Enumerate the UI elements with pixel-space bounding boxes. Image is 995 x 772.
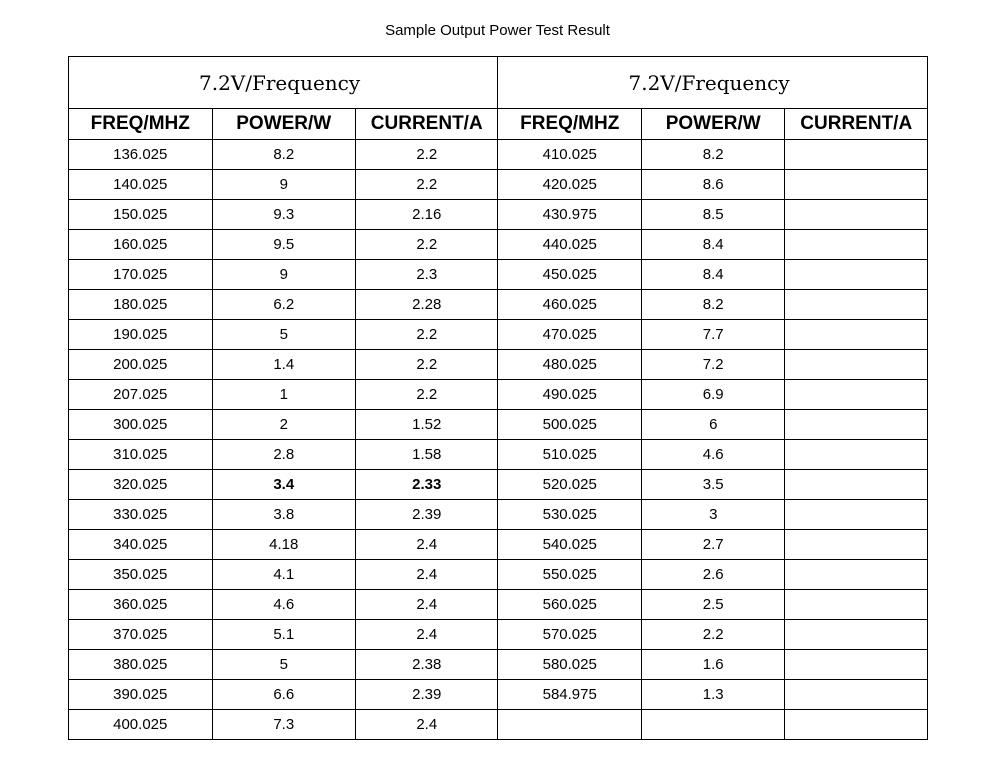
cell-current-2 bbox=[785, 590, 928, 620]
cell-power: 9.3 bbox=[212, 200, 356, 230]
cell-power-2: 8.6 bbox=[641, 170, 785, 200]
cell-power-2: 3 bbox=[641, 500, 785, 530]
cell-power-2: 1.6 bbox=[641, 650, 785, 680]
cell-freq-2 bbox=[498, 710, 642, 740]
cell-current-2 bbox=[785, 470, 928, 500]
cell-power-2: 2.5 bbox=[641, 590, 785, 620]
cell-power: 7.3 bbox=[212, 710, 356, 740]
cell-current-2 bbox=[785, 680, 928, 710]
cell-power-2: 8.5 bbox=[641, 200, 785, 230]
cell-freq-2: 520.025 bbox=[498, 470, 642, 500]
cell-power-2: 3.5 bbox=[641, 470, 785, 500]
cell-current-2 bbox=[785, 320, 928, 350]
cell-power: 6.2 bbox=[212, 290, 356, 320]
cell-freq: 140.025 bbox=[69, 170, 213, 200]
cell-current: 2.39 bbox=[356, 680, 498, 710]
cell-current: 2.2 bbox=[356, 380, 498, 410]
group-header-row bbox=[69, 57, 928, 109]
col-header-current: CURRENT/A bbox=[356, 109, 498, 140]
power-test-table bbox=[68, 56, 928, 740]
cell-current-2 bbox=[785, 560, 928, 590]
table-body bbox=[69, 140, 928, 740]
cell-current-2 bbox=[785, 620, 928, 650]
cell-current: 2.4 bbox=[356, 590, 498, 620]
col-header-freq: FREQ/MHZ bbox=[69, 109, 213, 140]
cell-freq: 310.025 bbox=[69, 440, 213, 470]
cell-freq-2: 470.025 bbox=[498, 320, 642, 350]
cell-current: 2.4 bbox=[356, 620, 498, 650]
page-title: Sample Output Power Test Result bbox=[385, 22, 610, 39]
cell-current: 2.28 bbox=[356, 290, 498, 320]
cell-current-2 bbox=[785, 290, 928, 320]
cell-freq: 136.025 bbox=[69, 140, 213, 170]
cell-power-2: 8.2 bbox=[641, 290, 785, 320]
cell-power: 9.5 bbox=[212, 230, 356, 260]
cell-freq: 380.025 bbox=[69, 650, 213, 680]
cell-freq-2: 530.025 bbox=[498, 500, 642, 530]
cell-freq: 200.025 bbox=[69, 350, 213, 380]
cell-current-2 bbox=[785, 170, 928, 200]
table-row bbox=[69, 260, 928, 290]
table-row bbox=[69, 530, 928, 560]
cell-power: 1.4 bbox=[212, 350, 356, 380]
table-row bbox=[69, 380, 928, 410]
cell-freq: 340.025 bbox=[69, 530, 213, 560]
cell-current-2 bbox=[785, 440, 928, 470]
cell-freq: 180.025 bbox=[69, 290, 213, 320]
cell-power: 5 bbox=[212, 650, 356, 680]
cell-current-2 bbox=[785, 350, 928, 380]
cell-freq: 360.025 bbox=[69, 590, 213, 620]
cell-power: 6.6 bbox=[212, 680, 356, 710]
cell-power: 2.8 bbox=[212, 440, 356, 470]
cell-freq: 400.025 bbox=[69, 710, 213, 740]
cell-current-2 bbox=[785, 530, 928, 560]
cell-power: 5.1 bbox=[212, 620, 356, 650]
cell-current-2 bbox=[785, 710, 928, 740]
group-header-left: 7.2V/Frequency bbox=[69, 57, 498, 109]
table-row bbox=[69, 620, 928, 650]
cell-power-2: 2.6 bbox=[641, 560, 785, 590]
cell-power-2: 2.2 bbox=[641, 620, 785, 650]
cell-current-2 bbox=[785, 200, 928, 230]
cell-power-2: 6 bbox=[641, 410, 785, 440]
cell-power-2: 8.4 bbox=[641, 230, 785, 260]
col-header-current-2: CURRENT/A bbox=[785, 109, 928, 140]
cell-current: 1.52 bbox=[356, 410, 498, 440]
cell-current: 2.2 bbox=[356, 170, 498, 200]
cell-freq-2: 584.975 bbox=[498, 680, 642, 710]
cell-power-2: 8.2 bbox=[641, 140, 785, 170]
table-row bbox=[69, 200, 928, 230]
cell-power-2: 2.7 bbox=[641, 530, 785, 560]
cell-current-2 bbox=[785, 650, 928, 680]
cell-freq-2: 480.025 bbox=[498, 350, 642, 380]
cell-freq-2: 550.025 bbox=[498, 560, 642, 590]
table-row bbox=[69, 170, 928, 200]
table-row bbox=[69, 470, 928, 500]
cell-freq-2: 430.975 bbox=[498, 200, 642, 230]
cell-current: 2.2 bbox=[356, 230, 498, 260]
cell-current-2 bbox=[785, 380, 928, 410]
cell-power: 3.8 bbox=[212, 500, 356, 530]
col-header-power-2: POWER/W bbox=[641, 109, 785, 140]
col-header-freq-2: FREQ/MHZ bbox=[498, 109, 642, 140]
table-row bbox=[69, 410, 928, 440]
cell-freq: 330.025 bbox=[69, 500, 213, 530]
table-row bbox=[69, 590, 928, 620]
cell-power-2: 4.6 bbox=[641, 440, 785, 470]
cell-freq-2: 540.025 bbox=[498, 530, 642, 560]
cell-power-2 bbox=[641, 710, 785, 740]
cell-freq: 370.025 bbox=[69, 620, 213, 650]
cell-freq: 160.025 bbox=[69, 230, 213, 260]
cell-freq-2: 450.025 bbox=[498, 260, 642, 290]
table-row bbox=[69, 710, 928, 740]
cell-current: 2.3 bbox=[356, 260, 498, 290]
cell-freq: 350.025 bbox=[69, 560, 213, 590]
cell-power-2: 6.9 bbox=[641, 380, 785, 410]
power-test-table-viewport[interactable] bbox=[68, 56, 913, 758]
table-row bbox=[69, 680, 928, 710]
cell-current: 2.33 bbox=[356, 470, 498, 500]
cell-current: 2.16 bbox=[356, 200, 498, 230]
cell-freq-2: 460.025 bbox=[498, 290, 642, 320]
table-row bbox=[69, 320, 928, 350]
cell-freq: 207.025 bbox=[69, 380, 213, 410]
cell-current-2 bbox=[785, 140, 928, 170]
cell-current: 2.39 bbox=[356, 500, 498, 530]
cell-current: 2.2 bbox=[356, 140, 498, 170]
cell-current: 2.4 bbox=[356, 710, 498, 740]
table-row bbox=[69, 500, 928, 530]
cell-freq-2: 500.025 bbox=[498, 410, 642, 440]
table-row bbox=[69, 650, 928, 680]
cell-power: 4.6 bbox=[212, 590, 356, 620]
cell-power: 3.4 bbox=[212, 470, 356, 500]
cell-freq: 390.025 bbox=[69, 680, 213, 710]
table-row bbox=[69, 440, 928, 470]
cell-power: 1 bbox=[212, 380, 356, 410]
table-row bbox=[69, 230, 928, 260]
cell-freq: 150.025 bbox=[69, 200, 213, 230]
group-header-right: 7.2V/Frequency bbox=[498, 57, 928, 109]
cell-power-2: 1.3 bbox=[641, 680, 785, 710]
cell-power-2: 7.7 bbox=[641, 320, 785, 350]
column-header-row bbox=[69, 109, 928, 140]
cell-current-2 bbox=[785, 500, 928, 530]
cell-freq-2: 560.025 bbox=[498, 590, 642, 620]
cell-current: 1.58 bbox=[356, 440, 498, 470]
cell-power: 4.1 bbox=[212, 560, 356, 590]
cell-power: 4.18 bbox=[212, 530, 356, 560]
cell-freq-2: 580.025 bbox=[498, 650, 642, 680]
cell-power-2: 7.2 bbox=[641, 350, 785, 380]
cell-current: 2.4 bbox=[356, 530, 498, 560]
cell-power: 8.2 bbox=[212, 140, 356, 170]
cell-power: 2 bbox=[212, 410, 356, 440]
cell-current-2 bbox=[785, 410, 928, 440]
table-row bbox=[69, 140, 928, 170]
table-row bbox=[69, 560, 928, 590]
cell-current: 2.4 bbox=[356, 560, 498, 590]
cell-current: 2.2 bbox=[356, 350, 498, 380]
cell-freq: 320.025 bbox=[69, 470, 213, 500]
table-row bbox=[69, 350, 928, 380]
cell-freq: 170.025 bbox=[69, 260, 213, 290]
table-row bbox=[69, 290, 928, 320]
cell-freq-2: 490.025 bbox=[498, 380, 642, 410]
cell-power: 9 bbox=[212, 260, 356, 290]
cell-power-2: 8.4 bbox=[641, 260, 785, 290]
cell-freq-2: 420.025 bbox=[498, 170, 642, 200]
cell-power: 5 bbox=[212, 320, 356, 350]
cell-freq-2: 440.025 bbox=[498, 230, 642, 260]
cell-freq: 300.025 bbox=[69, 410, 213, 440]
cell-current-2 bbox=[785, 230, 928, 260]
col-header-power: POWER/W bbox=[212, 109, 356, 140]
cell-freq-2: 410.025 bbox=[498, 140, 642, 170]
cell-freq: 190.025 bbox=[69, 320, 213, 350]
cell-freq-2: 570.025 bbox=[498, 620, 642, 650]
cell-freq-2: 510.025 bbox=[498, 440, 642, 470]
cell-current: 2.2 bbox=[356, 320, 498, 350]
cell-current: 2.38 bbox=[356, 650, 498, 680]
cell-current-2 bbox=[785, 260, 928, 290]
cell-power: 9 bbox=[212, 170, 356, 200]
